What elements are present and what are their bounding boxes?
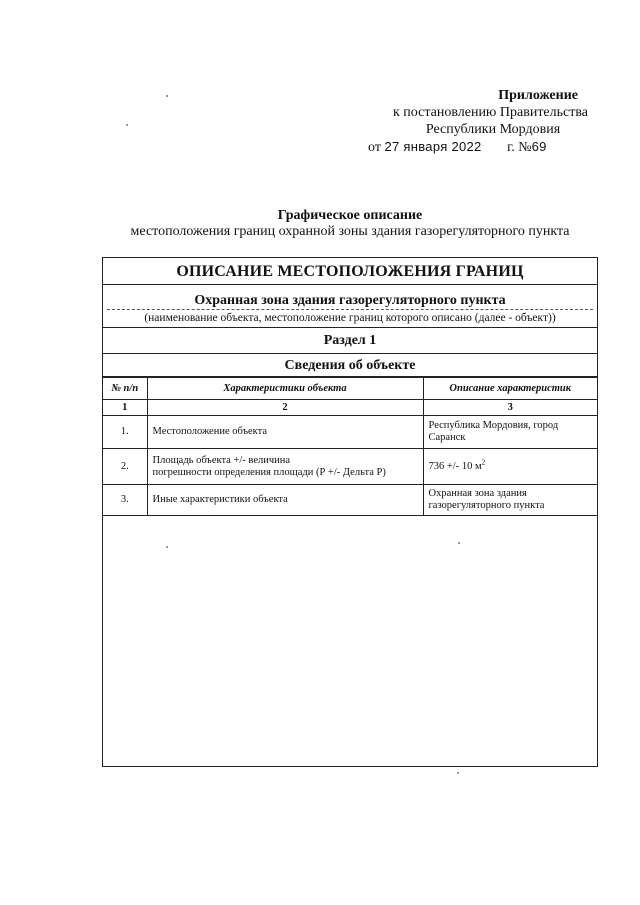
row-number: 1. bbox=[103, 416, 147, 449]
column-number: 2 bbox=[147, 400, 423, 416]
scan-speck bbox=[166, 95, 168, 97]
row-number: 3. bbox=[103, 485, 147, 516]
object-name: Охранная зона здания газорегуляторного пункта bbox=[107, 285, 593, 310]
section-title: Раздел 1 bbox=[103, 328, 597, 354]
row-characteristic bbox=[147, 449, 423, 485]
object-info-table bbox=[103, 377, 597, 516]
date-prefix: от bbox=[368, 140, 381, 155]
table-row bbox=[103, 416, 597, 449]
object-note: (наименование объекта, местоположение границ которого описано (далее - объект)) bbox=[144, 312, 556, 324]
info-title: Сведения об объекте bbox=[103, 354, 597, 377]
appendix-block bbox=[358, 87, 588, 156]
number-prefix: г. № bbox=[507, 140, 532, 155]
object-block bbox=[103, 285, 597, 328]
header-number: № п/п bbox=[103, 378, 147, 400]
scan-speck bbox=[457, 772, 459, 774]
scan-speck bbox=[166, 546, 168, 548]
row-characteristic: Иные характеристики объекта bbox=[147, 485, 423, 516]
boundary-description-form bbox=[102, 257, 598, 767]
table-header-row bbox=[103, 378, 597, 400]
row-characteristic-line: погрешности определения площади (Р +/- Дельта Р) bbox=[152, 466, 386, 478]
area-value: 736 +/- 10 м bbox=[428, 460, 482, 472]
column-number-row bbox=[103, 400, 597, 416]
appendix-republic-line: Республики Мордовия bbox=[425, 122, 561, 137]
appendix-date-line bbox=[358, 138, 588, 156]
table-row bbox=[103, 449, 597, 485]
column-number: 1 bbox=[103, 400, 147, 416]
header-description: Описание характеристик bbox=[423, 378, 597, 400]
row-description: Республика Мордовия, город Саранск bbox=[423, 416, 597, 449]
appendix-title: Приложение bbox=[498, 88, 578, 103]
row-description bbox=[423, 449, 597, 485]
form-header: ОПИСАНИЕ МЕСТОПОЛОЖЕНИЯ ГРАНИЦ bbox=[103, 258, 597, 285]
scan-speck bbox=[126, 124, 128, 126]
table-row bbox=[103, 485, 597, 516]
row-characteristic: Местоположение объекта bbox=[147, 416, 423, 449]
column-number: 3 bbox=[423, 400, 597, 416]
date-value: 27 января 2022 bbox=[384, 139, 482, 154]
row-characteristic-line: Площадь объекта +/- величина bbox=[152, 454, 291, 466]
row-number: 2. bbox=[103, 449, 147, 485]
appendix-resolution-line: к постановлению Правительства bbox=[392, 105, 588, 120]
document-title: Графическое описание bbox=[277, 208, 423, 223]
scan-speck bbox=[458, 542, 460, 544]
document-subtitle: местоположения границ охранной зоны здания газорегуляторного пункта bbox=[130, 224, 570, 239]
area-unit-superscript: 2 bbox=[481, 458, 486, 466]
header-characteristic: Характеристики объекта bbox=[147, 378, 423, 400]
row-description: Охранная зона здания газорегуляторного пункта bbox=[423, 485, 597, 516]
number-value: 69 bbox=[531, 139, 547, 154]
